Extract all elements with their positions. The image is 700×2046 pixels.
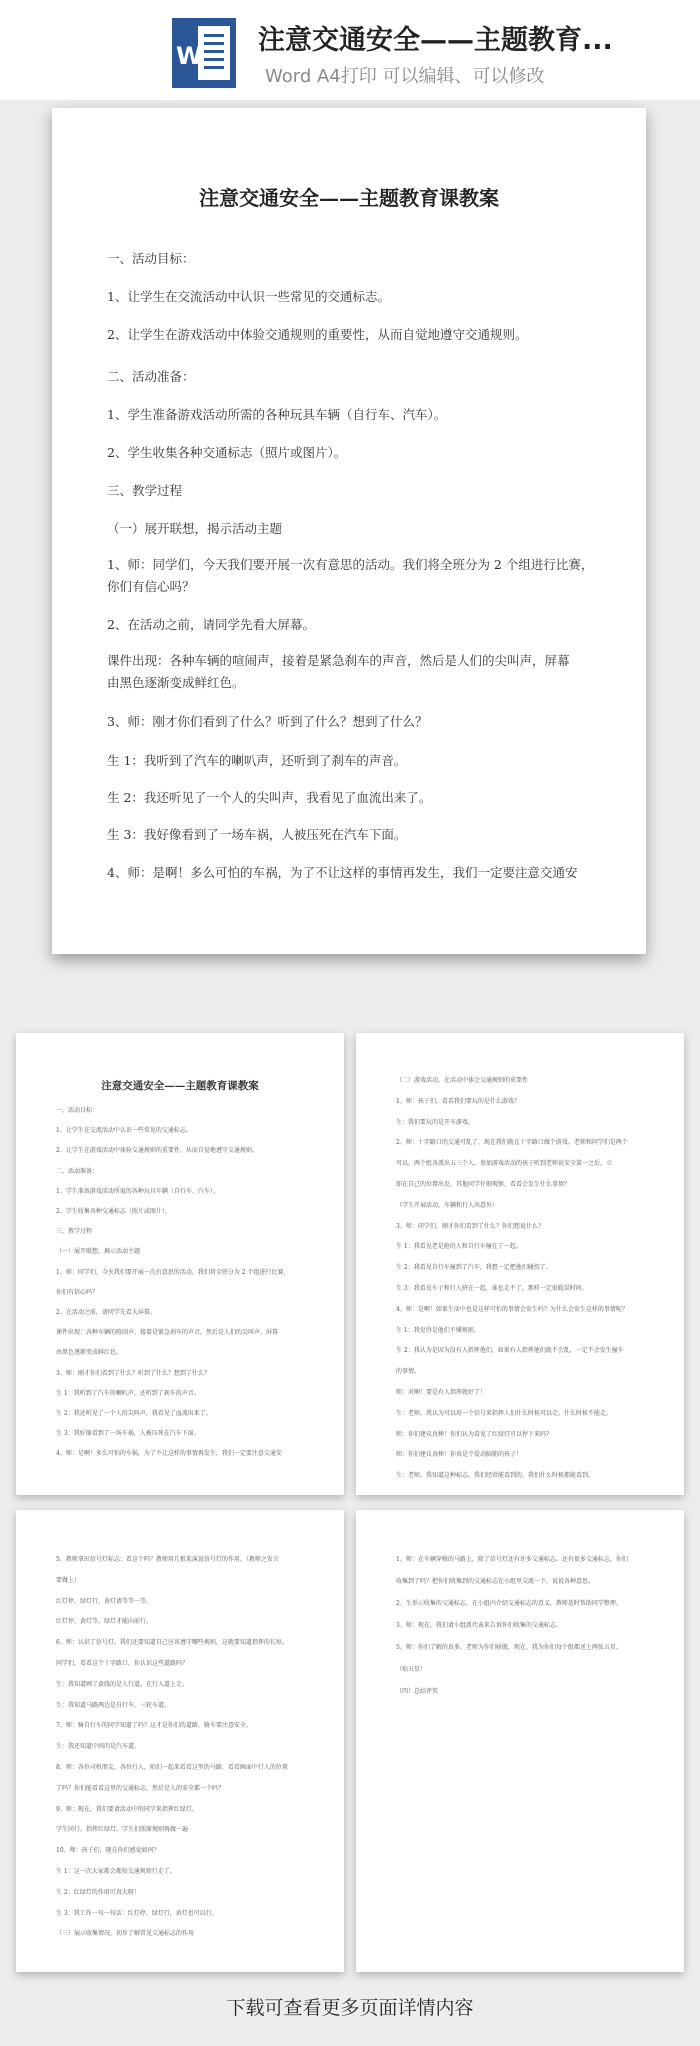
thumbnail-line: 红灯停、黄灯等，绿灯才能向前行。 [56, 1618, 153, 1626]
page-thumbnail-4[interactable] [356, 1510, 684, 1972]
body-line: 生 2：我还听见了一个人的尖叫声，我看见了血流出来了。 [107, 790, 432, 805]
thumbnail-line: 2、生举示收集的交通标志，在小组内介绍交通标志的意义，教师适时帮助同学整理。 [396, 1600, 622, 1607]
thumbnail-title: 注意交通安全——主题教育课教案 [101, 1080, 259, 1092]
thumbnail-line: 生：我知道画了黄线的是人行道，在行人道上走。 [56, 1680, 189, 1688]
thumbnail-line: 5、教师拿出信号灯标志：看这个吗？教师用几根来演说信号灯的作用。（教师之发言 [56, 1556, 279, 1563]
thumbnail-line: 生 1：我看见老是抢的人和自行车撞在了一起。 [396, 1243, 522, 1251]
page-thumbnail-3[interactable] [16, 1510, 344, 1972]
thumbnail-line: 2、在活动之前，请同学先看大屏幕。 [56, 1309, 156, 1316]
thumbnail-line: （一）展开联想，揭示活动主题 [56, 1248, 141, 1256]
body-line: 三、教学过程 [107, 483, 183, 498]
thumbnail-line: 生 2：我认为是因为没有人指挥他们，如果有人指挥他们就不会乱，一定不会发生撞车 [396, 1347, 624, 1355]
page-thumbnail-1[interactable] [16, 1033, 344, 1495]
thumbnail-line: 生 2：红绿灯的作用可真大呀！ [56, 1888, 140, 1896]
download-more-link[interactable]: 下载可查看更多页面详情内容 [226, 1997, 474, 2019]
body-line: 2、让学生在游戏活动中体验交通规则的重要性，从而自觉地遵守交通规则。 [107, 327, 528, 342]
thumbnail-line: 8、师：各位司机朋友，各位行人，咱们一起来看看这里的马路，看看画面中行人的位置 [56, 1764, 288, 1771]
body-line: 3、师：刚才你们看到了什么？听到了什么？想到了什么？ [107, 714, 428, 729]
thumbnail-line: 由黑色逐渐变成鲜红色。 [56, 1349, 123, 1357]
body-line: 4、师：是啊！多么可怕的车祸，为了不让这样的事情再发生，我们一定要注意交通安 [107, 865, 578, 880]
main-page-preview [52, 108, 646, 954]
thumbnail-line: 2、师：十字路口的交通可乱了，现在我们就在十字路口做个游戏。老师和同学们是两个 [396, 1139, 628, 1147]
body-line: 由黑色逐渐变成鲜红色。 [107, 675, 245, 690]
thumbnail-line: 生 2：我还听见了一个人的尖叫声，我看见了血流出来了。 [56, 1410, 212, 1417]
thumbnail-line: 课件出现：各种车辆的喧闹声，接着是紧急刹车的声音，然后是人们的尖叫声，屏幕 [56, 1329, 279, 1337]
thumbnail-line: 生 2：我看见自行车撞到了汽车，我想一定把他们碰伤了。 [396, 1264, 552, 1272]
thumbnail-line: 4、师：是啊！多么可怕的车祸，为了不让这样的事情再发生，我们一定要注意交通安 [56, 1450, 282, 1458]
thumbnail-line: 收集到了吗？把你们收集到的交通标志在小组里交流一下，说说各种意思。 [396, 1578, 595, 1585]
word-document-icon [172, 18, 236, 88]
body-line: 2、学生收集各种交通标志（照片或图片）。 [107, 445, 347, 460]
thumbnail-line: 10、师：孩子们，现在你们感觉如何？ [56, 1847, 160, 1855]
thumbnail-line: 三、教学过程 [56, 1228, 93, 1236]
body-line: 生 3：我好像看到了一场车祸，人被压死在汽车下面。 [107, 827, 407, 842]
thumbnail-line: 2、让学生在游戏活动中体验交通规则的重要性，从而自觉地遵守交通规则。 [56, 1147, 258, 1155]
thumbnail-line: 师：你们建议真棒！你们认为看见了红绿灯可以停下来吗？ [396, 1430, 553, 1438]
thumbnail-line: 师：对啊！要是有人指挥就好了！ [396, 1389, 487, 1396]
thumbnail-line: 生：老师，我认为可以用一个信号来指挥人们什么时候可以走，什么时候不能走。 [396, 1409, 613, 1417]
thumbnail-line: 3、师：刚才你们看到了什么？听到了什么？想到了什么？ [56, 1369, 210, 1377]
body-line: 生 1：我听到了汽车的喇叭声，还听到了刹车的声音。 [107, 753, 407, 768]
thumbnail-line: 1、师：同学们，今天我们要开展一次有意思的活动。我们将全班分为 2 个组进行比赛， [56, 1268, 290, 1276]
thumbnail-line: （学生开展活动，车辆和行人出意外） [396, 1201, 499, 1209]
document-subtitle: Word A4打印 可以编辑、可以修改 [265, 66, 545, 87]
thumbnail-line: 学生同行，指挥红绿灯，学生们照原规则再做一遍 [56, 1826, 189, 1834]
thumbnail-line: 2、学生收集各种交通标志（照片或图片）。 [56, 1208, 171, 1215]
page-thumbnail-2[interactable] [356, 1033, 684, 1495]
thumbnail-line: 5、师：你们了解的真多，老师为你们骄傲，现在，我为你们每个组都送上两张五星。 [396, 1644, 622, 1651]
thumbnail-line: 要做上） [56, 1576, 81, 1584]
thumbnail-line: 生：我知道马路两边是自行车，三轮车道。 [56, 1701, 171, 1709]
thumbnail-line: 3、师：现在，我们请小组派代表来告诉你们收集的交通标志。 [396, 1622, 562, 1629]
body-line: 1、师：同学们，今天我们要开展一次有意思的活动。我们将全班分为 2 个组进行比赛， [107, 557, 594, 572]
thumbnail-line: 生 3：我好像看到了一场车祸，人被压死在汽车下面。 [56, 1430, 200, 1438]
body-line: （一）展开联想，揭示活动主题 [107, 521, 283, 536]
svg-text:W: W [176, 42, 203, 70]
thumbnail-line: 生 1：这一次大家都会都按交通规则行走了。 [56, 1868, 176, 1875]
document-title: 注意交通安全——主题教育... [258, 25, 613, 56]
thumbnail-line: 师：你们建议真棒！你真是个爱动脑筋的孩子！ [396, 1451, 523, 1459]
body-line: 课件出现：各种车辆的喧闹声，接着是紧急刹车的声音，然后是人们的尖叫声，屏幕 [107, 653, 570, 668]
thumbnail-line: 生 1：我听到了汽车的喇叭声，还听到了刹车的声音。 [56, 1389, 200, 1397]
thumbnail-line: 1、师：孩子们，看看我们要玩的是什么游戏？ [396, 1097, 520, 1105]
thumbnail-line: 生 3：我工作一句一句话：红灯停、绿灯行，黄灯也可以行。 [56, 1909, 218, 1917]
thumbnail-line: 1、师：在车辆穿梭的马路上，除了信号灯还有许多交通标志。还有很多交通标志，你们 [396, 1556, 628, 1563]
body-line: 2、在活动之前，请同学先看大屏幕。 [107, 617, 315, 632]
thumbnail-line: 了吗？你们能看看这里的交通标志，然后是人的安全都一个吗？ [56, 1784, 225, 1792]
thumbnail-line: 6、师：认识了信号灯，我们还要知道自己应该遵守哪些规则，这就要知道指挥的长短。 [56, 1639, 288, 1647]
body-line: 1、让学生在交流活动中认识一些常见的交通标志。 [107, 289, 390, 304]
thumbnail-line: 可以，两个组各派出五三个人，参加游戏活动的孩子听到老师说安全第一之后，立 [396, 1160, 613, 1168]
thumbnail-line: 二、活动准备： [56, 1167, 99, 1175]
thumbnail-line: 即在自己的位置出发，其他同学仔细观察，看看会发生什么事情？ [396, 1181, 571, 1188]
thumbnail-line: 生：我还知道中间的是汽车道。 [56, 1743, 141, 1751]
body-line: 二、活动准备： [107, 369, 195, 384]
thumbnail-line: 的事情。 [396, 1368, 421, 1376]
body-line: 1、学生准备游戏活动所需的各种玩具车辆（自行车、汽车）。 [107, 407, 447, 422]
body-line: 你们有信心吗？ [107, 579, 195, 594]
thumbnail-line: 生 1：我觉得是他们不懂规则。 [396, 1326, 480, 1334]
thumbnail-line: 7、师：骑自行车的同学知道了吗？这才是你们的道路，骑车要注意安全。 [56, 1722, 252, 1730]
thumbnail-line: 一、活动目标： [56, 1107, 99, 1114]
page-title: 注意交通安全——主题教育课教案 [199, 186, 499, 210]
header-bar [0, 0, 700, 100]
thumbnail-line: 3、师：同学们，刚才你们看到了什么？你们想说什么？ [396, 1222, 544, 1230]
thumbnail-line: 生：我们要玩的是开车游戏。 [396, 1118, 475, 1126]
thumbnail-line: 9、师：现在，我们要请活动中的同学来指挥红绿灯。 [56, 1805, 198, 1813]
thumbnail-line: （四）总结评奖 [396, 1688, 439, 1695]
thumbnail-line: （贴五星） [396, 1666, 427, 1673]
thumbnail-line: 同学们，看看这个十字路口，你认识这些道路吗？ [56, 1660, 189, 1667]
thumbnail-line: 4、师：是啊！如果生活中也是这样可怕的事情会发生吗？为什么会发生这样的事情呢？ [396, 1305, 628, 1313]
thumbnail-line: 生：老师，我知道这种标志，我们经常能看到的。我们什么时候都能看到。 [396, 1472, 595, 1480]
thumbnail-line: （二）游戏活动，在活动中体会交通规则的重要性 [396, 1077, 529, 1084]
thumbnail-line: 红灯停、绿灯行，黄灯请等等一等。 [56, 1597, 153, 1605]
thumbnail-line: （三）展示收集情况，初步了解常见交通标志的作用 [56, 1930, 195, 1938]
body-line: 一、活动目标： [107, 251, 195, 266]
thumbnail-line: 生 3：我看见车子和行人挤在一起，谁也走不了，那样一定很耽误时间。 [396, 1285, 588, 1292]
thumbnail-line: 1、让学生在交流活动中认识一些常见的交通标志。 [56, 1127, 192, 1135]
thumbnail-line: 1、学生准备游戏活动所需的各种玩具车辆（自行车、汽车）。 [56, 1187, 219, 1195]
thumbnail-line: 你们有信心吗？ [56, 1288, 99, 1296]
